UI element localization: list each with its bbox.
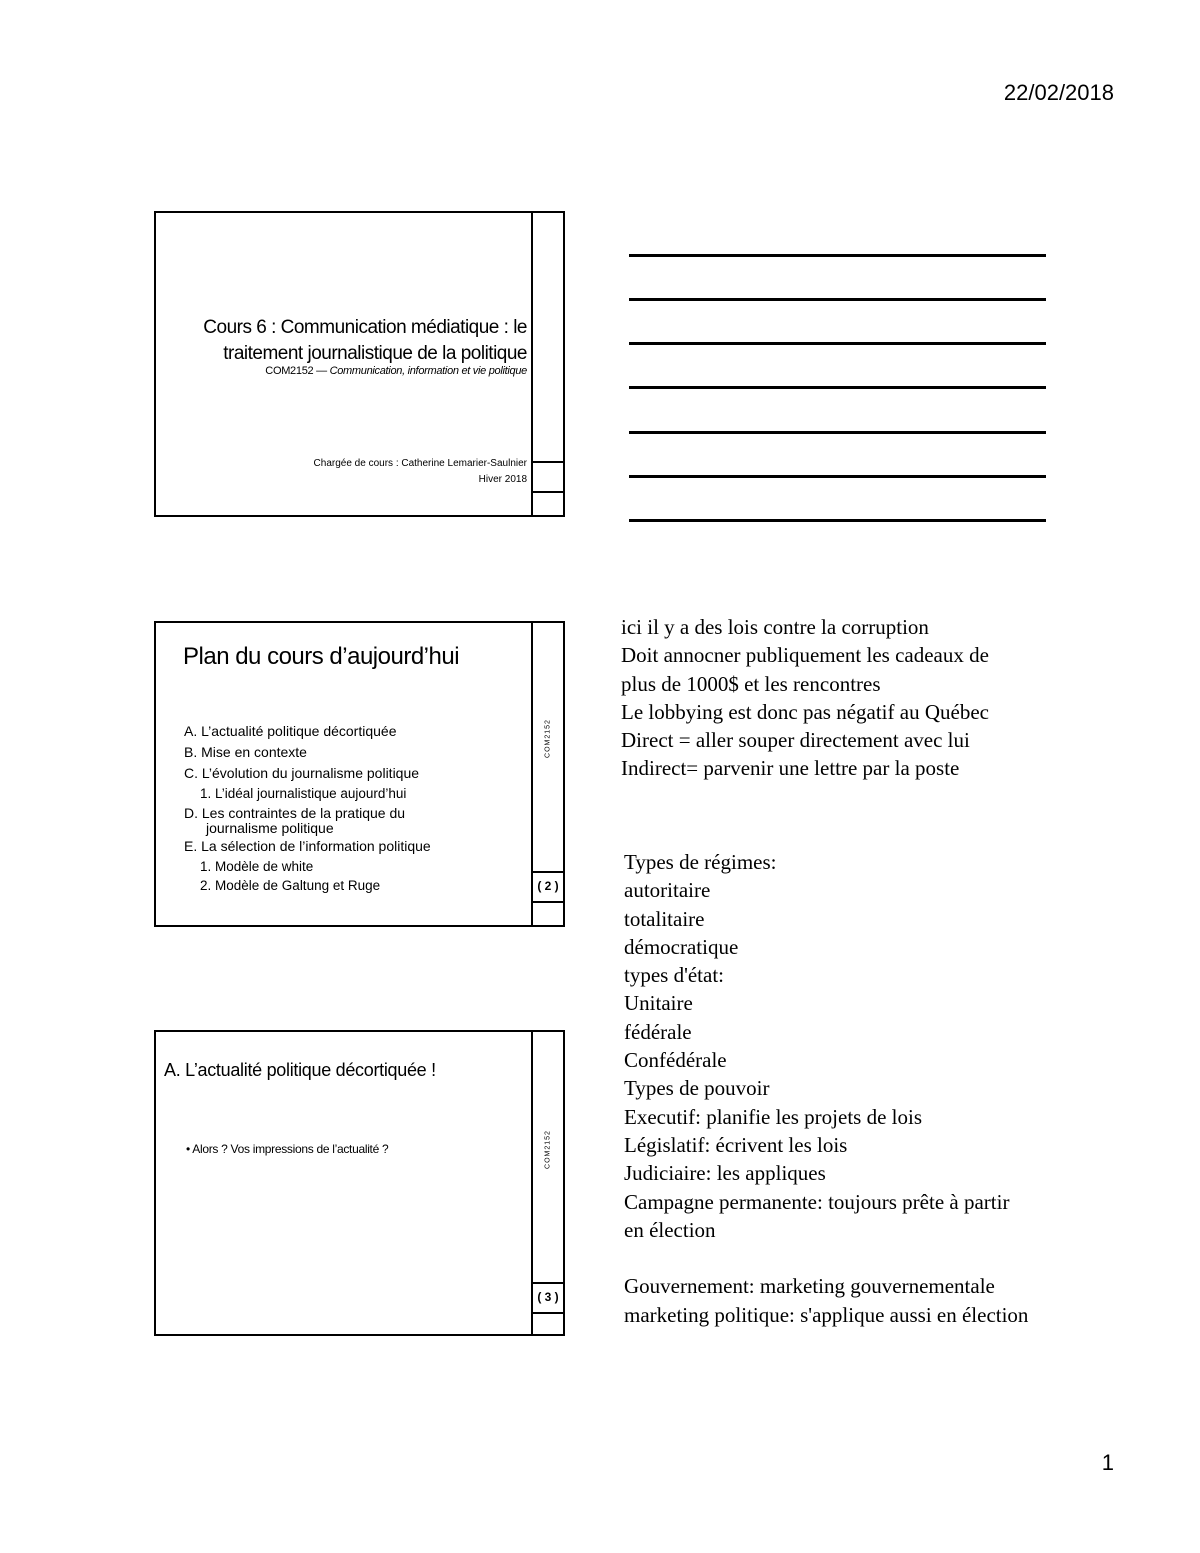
slide-thumbnail-2 [154, 621, 565, 927]
note-line: Gouvernement: marketing gouvernementale [624, 1274, 995, 1299]
notes-block-lobbying [621, 613, 989, 783]
note-line: Unitaire [624, 991, 693, 1016]
slide-number: ( 3 ) [537, 1290, 559, 1304]
note-line: Types de pouvoir [624, 1076, 770, 1101]
rail-course-label: COM2152 [544, 1130, 552, 1169]
course-name: Communication, information et vie politique [329, 365, 527, 377]
note-rule [629, 298, 1046, 301]
slide-number: ( 2 ) [537, 879, 559, 893]
note-line: Types de régimes: [624, 850, 777, 874]
agenda-list [184, 721, 514, 895]
note-line: plus de 1000$ et les rencontres [621, 671, 881, 696]
slide-side-rail [531, 1032, 563, 1334]
note-line: marketing politique: s'applique aussi en élection [624, 1302, 1029, 1327]
agenda-subitem: 1. L’idéal journalistique aujourd’hui [200, 786, 407, 801]
note-rule [629, 519, 1046, 522]
rail-divider [533, 491, 563, 493]
note-rule [629, 431, 1046, 434]
note-line: autoritaire [624, 878, 711, 903]
note-rule [629, 254, 1046, 257]
rail-divider [533, 1312, 563, 1314]
slide-thumbnail-3 [154, 1030, 565, 1336]
term: Hiver 2018 [478, 474, 527, 485]
agenda-item: A. L’actualité politique décortiquée [184, 723, 397, 739]
note-line: Confédérale [624, 1048, 727, 1073]
note-line: en élection [624, 1217, 716, 1242]
note-line: ici il y a des lois contre la corruption [621, 615, 929, 639]
slide-title-line-1: Cours 6 : Communication médiatique : le [203, 317, 527, 338]
course-subtitle [265, 365, 527, 377]
slide-side-rail [531, 623, 563, 925]
page-date: 22/02/2018 [1003, 80, 1114, 105]
note-line: fédérale [624, 1019, 692, 1044]
note-rule [629, 475, 1046, 478]
note-line [624, 1244, 1028, 1272]
slide-title [157, 315, 527, 367]
agenda-item: D. Les contraintes de la pratique du [184, 805, 406, 821]
note-rule [629, 342, 1046, 345]
note-line: Executif: planifie les projets de lois [624, 1104, 922, 1129]
rail-divider [533, 1282, 563, 1284]
lecturer-name: Chargée de cours : Catherine Lemarier-Saulnier [313, 458, 527, 469]
notes-block-regimes [624, 848, 1028, 1329]
rail-divider [533, 901, 563, 903]
note-line: Le lobbying est donc pas négatif au Québec [621, 699, 989, 724]
note-line: Direct = aller souper directement avec lui [621, 728, 970, 753]
agenda-subitem: 2. Modèle de Galtung et Ruge [200, 878, 381, 893]
course-code: COM2152 — [265, 365, 327, 377]
lecturer-info [314, 456, 527, 488]
agenda-subitem: 1. Modèle de white [200, 859, 314, 874]
note-line: totalitaire [624, 906, 705, 931]
slide-title-line-2: traitement journalistique de la politique [223, 343, 527, 364]
agenda-item: C. L’évolution du journalisme politique [184, 765, 420, 781]
note-line: Législatif: écrivent les lois [624, 1132, 848, 1157]
note-line: types d'état: [624, 963, 725, 988]
rail-divider [533, 871, 563, 873]
rail-course-label: COM2152 [544, 719, 552, 758]
note-line: Judiciaire: les appliques [624, 1161, 826, 1186]
slide-thumbnail-1 [154, 211, 565, 517]
slide-bullet: • Alors ? Vos impressions de l’actualité ? [186, 1142, 389, 1156]
note-rule [629, 386, 1046, 389]
slide-heading: Plan du cours d’aujourd’hui [183, 643, 460, 670]
agenda-item: E. La sélection de l’information politique [184, 838, 431, 854]
note-line: Campagne permanente: toujours prête à partir [624, 1189, 1010, 1214]
slide-heading: A. L’actualité politique décortiquée ! [164, 1060, 436, 1080]
note-line: Indirect= parvenir une lettre par la poste [621, 756, 960, 781]
page-number: 1 [1101, 1450, 1114, 1475]
agenda-item: B. Mise en contexte [184, 744, 307, 760]
note-line: démocratique [624, 934, 739, 959]
rail-divider [533, 461, 563, 463]
agenda-item-continuation: journalisme politique [206, 820, 334, 836]
note-line: Doit annocner publiquement les cadeaux de [621, 643, 989, 668]
slide-side-rail [531, 213, 563, 515]
